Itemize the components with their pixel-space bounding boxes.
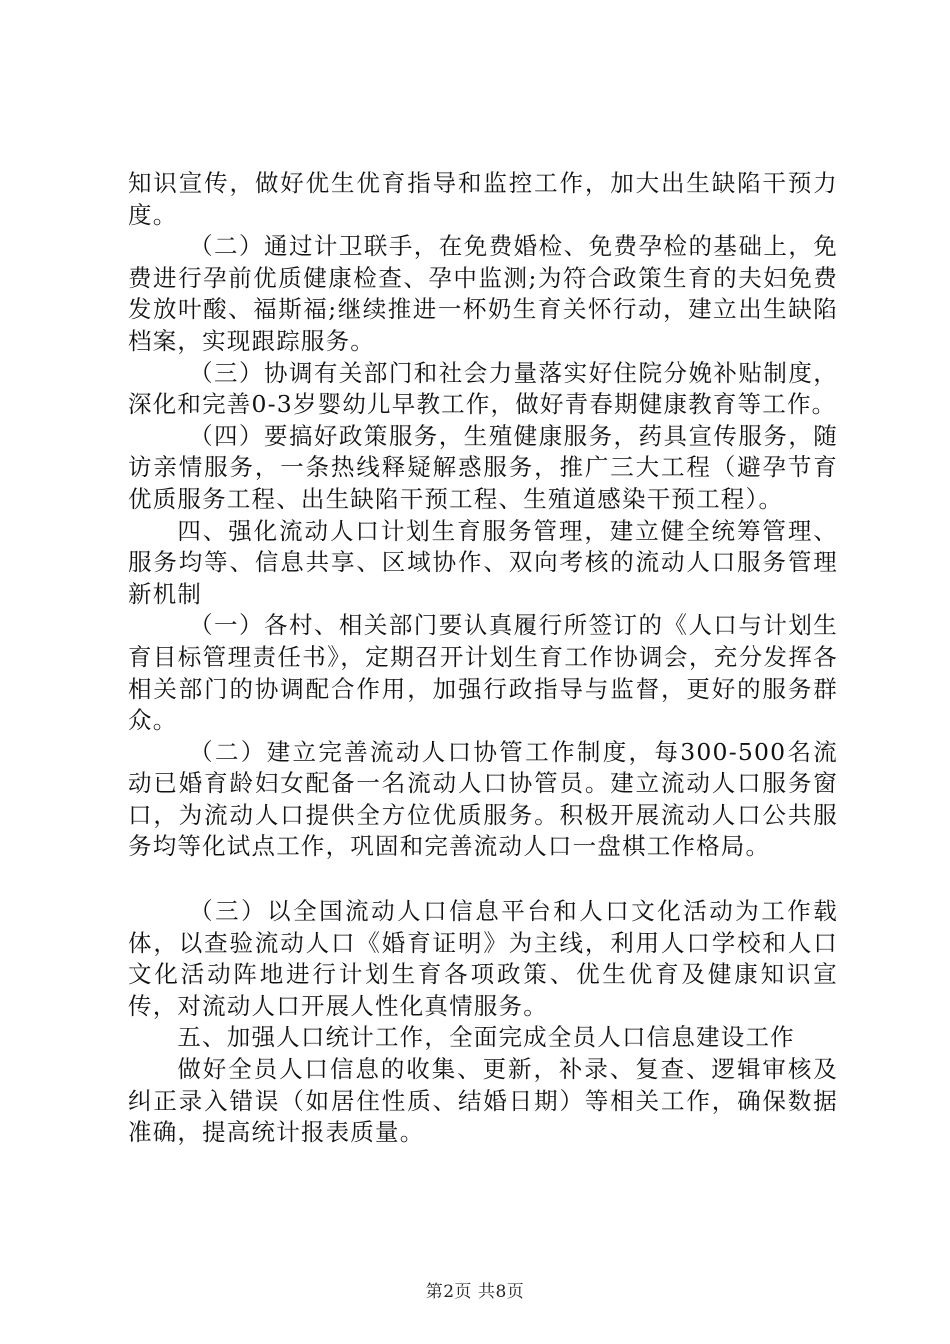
document-body [128, 168, 838, 1149]
paragraph-section5-body: 做好全员人口信息的收集、更新，补录、复查、逻辑审核及纠正录入错误（如居住性质、结婚日期）等相关工作，确保数据准确，提高统计报表质量。 [128, 1055, 838, 1147]
section-heading-4: 四、强化流动人口计划生育服务管理，建立健全统筹管理、服务均等、信息共享、区域协作、双向考核的流动人口服务管理新机制 [128, 516, 838, 608]
paragraph-section4-item-3: （三）以全国流动人口信息平台和人口文化活动为工作载体，以查验流动人口《婚育证明》为主线，利用人口学校和人口文化活动阵地进行计划生育各项政策、优生优育及健康知识宣传，对流动人口开展人性化真情服务。 [128, 897, 838, 1020]
paragraph-section4-item-2: （二）建立完善流动人口协管工作制度，每300-500名流动已婚育龄妇女配备一名流动人口协管员。建立流动人口服务窗口，为流动人口提供全方位优质服务。积极开展流动人口公共服务均等化试点工作，巩固和完善流动人口一盘棋工作格局。 [128, 737, 838, 861]
paragraph-continuation: 知识宣传，做好优生优育指导和监控工作，加大出生缺陷干预力度。 [128, 169, 838, 229]
paragraph-section4-item-1: （一）各村、相关部门要认真履行所签订的《人口与计划生育目标管理责任书》，定期召开计划生育工作协调会，充分发挥各相关部门的协调配合作用，加强行政指导与监督，更好的服务群众。 [128, 611, 838, 735]
paragraph-item-4: （四）要搞好政策服务，生殖健康服务，药具宣传服务，随访亲情服务，一条热线释疑解惑服务，推广三大工程（避孕节育优质服务工程、出生缺陷干预工程、生殖道感染干预工程）。 [128, 421, 838, 513]
page-number-footer: 第2页 共8页 [425, 1282, 525, 1302]
section-heading-5: 五、加强人口统计工作，全面完成全员人口信息建设工作 [177, 1023, 795, 1052]
paragraph-item-2: （二）通过计卫联手，在免费婚检、免费孕检的基础上，免费进行孕前优质健康检查、孕中监测;为符合政策生育的夫妇免费发放叶酸、福斯福;继续推进一杯奶生育关怀行动，建立出生缺陷档案，实现跟踪服务。 [128, 232, 838, 355]
paragraph-gap [128, 863, 838, 896]
paragraph-item-3: （三）协调有关部门和社会力量落实好住院分娩补贴制度，深化和完善0-3岁婴幼儿早教工作，做好青春期健康教育等工作。 [128, 358, 838, 419]
